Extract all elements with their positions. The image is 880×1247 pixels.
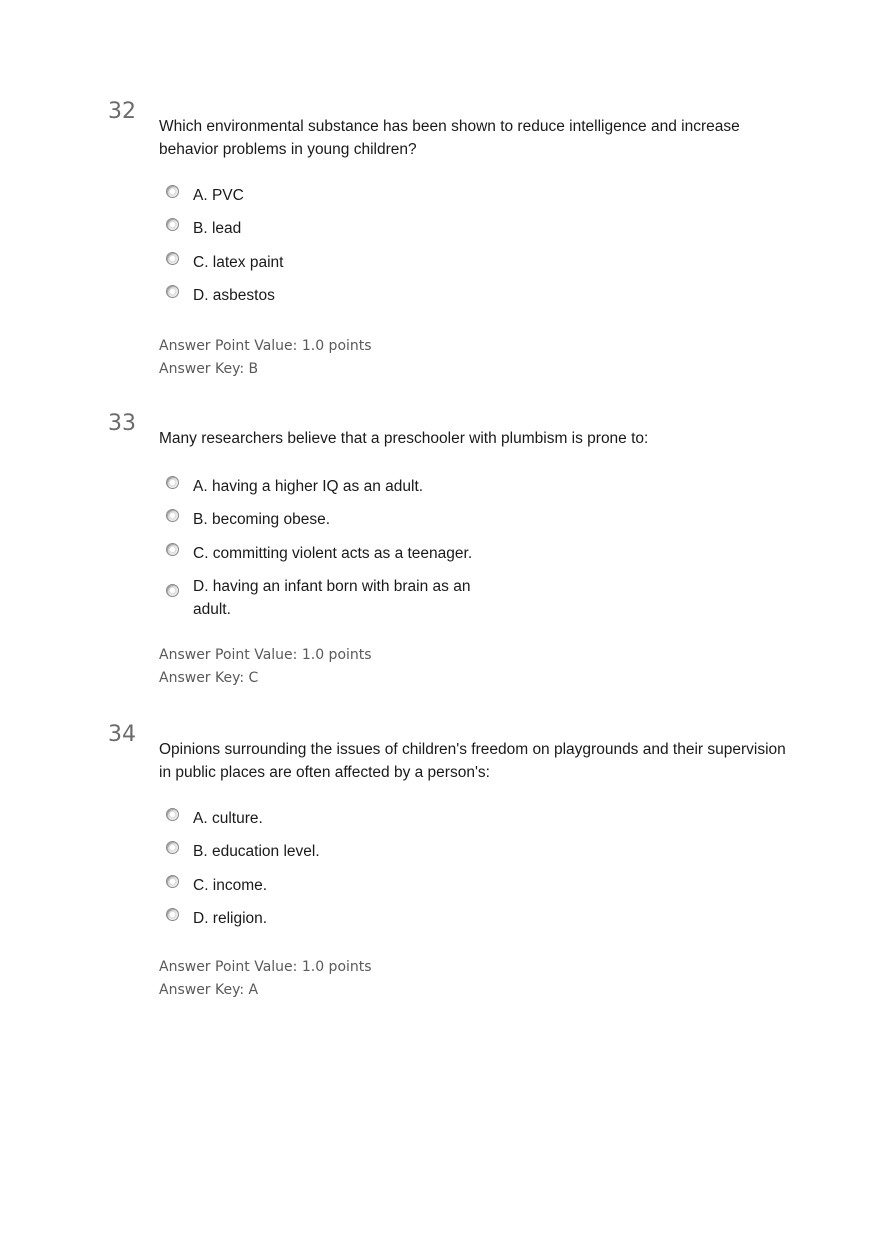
option-label: B. becoming obese. (193, 511, 331, 529)
radio-button[interactable] (166, 218, 179, 231)
question-text: Which environmental substance has been shown to reduce intelligence and increase behavior problems in young children? (159, 118, 740, 158)
answer-point-value: Answer Point Value: 1.0 points (159, 338, 372, 354)
radio-button[interactable] (166, 543, 179, 556)
question-text: Opinions surrounding the issues of children's freedom on playgrounds and their supervision in public places are often affected by a person's: (159, 741, 786, 781)
answer-options (166, 182, 283, 315)
answer-key: Answer Key: A (159, 982, 259, 998)
radio-button[interactable] (166, 285, 179, 298)
answer-key: Answer Key: C (159, 670, 259, 686)
option-label: A. culture. (193, 810, 263, 827)
option-label: D. having an infant born with brain as an adult. (193, 577, 471, 618)
answer-point-value: Answer Point Value: 1.0 points (159, 647, 372, 663)
radio-button[interactable] (166, 808, 179, 821)
answer-options (166, 473, 493, 631)
option-a[interactable] (166, 182, 283, 215)
radio-button[interactable] (166, 185, 179, 198)
option-a[interactable] (166, 805, 320, 838)
radio-button[interactable] (166, 908, 179, 921)
option-c[interactable] (166, 540, 493, 573)
question-number: 32 (108, 99, 136, 124)
option-label: C. latex paint (193, 253, 284, 271)
question-text: Many researchers believe that a preschooler with plumbism is prone to: (159, 430, 649, 447)
option-label: D. asbestos (193, 286, 275, 304)
radio-button[interactable] (166, 476, 179, 489)
radio-button[interactable] (166, 509, 179, 522)
option-label: C. committing violent acts as a teenager. (193, 544, 473, 562)
option-label: C. income. (193, 876, 268, 894)
question-number: 33 (108, 411, 136, 436)
radio-button[interactable] (166, 841, 179, 854)
radio-button[interactable] (166, 875, 179, 888)
option-label: B. education level. (193, 843, 320, 861)
option-label: A. PVC (193, 187, 244, 204)
option-d[interactable] (166, 282, 283, 315)
option-label: D. religion. (193, 909, 268, 927)
option-label: A. having a higher IQ as an adult. (193, 478, 424, 495)
option-c[interactable] (166, 872, 320, 905)
option-b[interactable] (166, 838, 320, 871)
answer-options (166, 805, 320, 938)
radio-button[interactable] (166, 584, 179, 597)
radio-button[interactable] (166, 252, 179, 265)
option-label: B. lead (193, 220, 242, 238)
answer-key: Answer Key: B (159, 361, 259, 377)
option-d[interactable] (166, 905, 320, 938)
question-number: 34 (108, 722, 136, 747)
option-b[interactable] (166, 215, 283, 248)
option-c[interactable] (166, 249, 283, 282)
option-a[interactable] (166, 473, 493, 506)
option-d[interactable] (166, 573, 493, 631)
answer-point-value: Answer Point Value: 1.0 points (159, 959, 372, 975)
option-b[interactable] (166, 506, 493, 539)
